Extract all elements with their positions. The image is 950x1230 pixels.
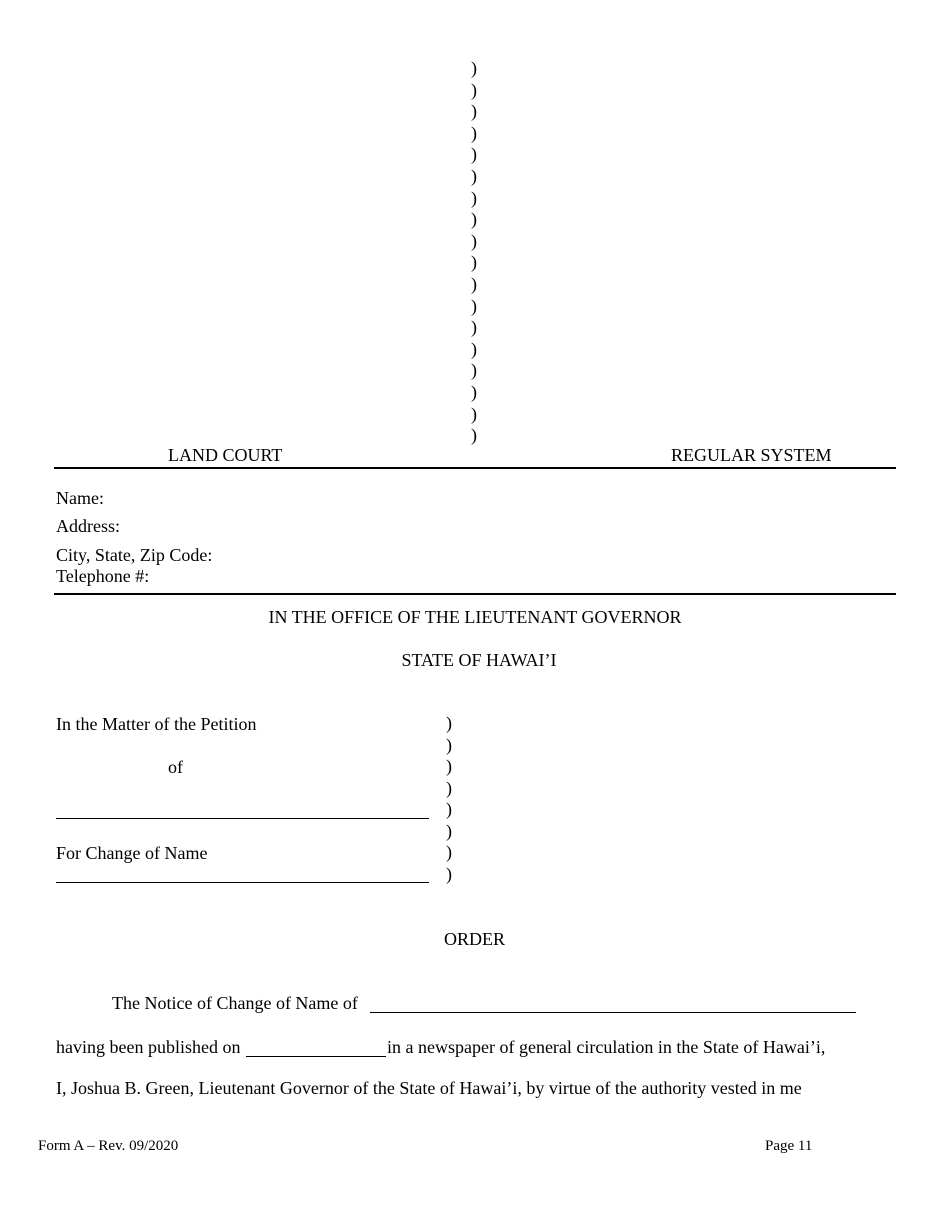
telephone-label: Telephone #: bbox=[56, 566, 150, 586]
paren: ) bbox=[471, 425, 477, 446]
of-label: of bbox=[168, 757, 183, 777]
paren: ) bbox=[446, 777, 452, 798]
form-revision: Form A – Rev. 09/2020 bbox=[38, 1138, 179, 1154]
publication-date-line[interactable] bbox=[246, 1056, 386, 1057]
paren: ) bbox=[446, 734, 452, 755]
paren: ) bbox=[471, 381, 477, 402]
paren: ) bbox=[471, 360, 477, 381]
office-heading: IN THE OFFICE OF THE LIEUTENANT GOVERNOR bbox=[268, 607, 682, 627]
paren: ) bbox=[471, 403, 477, 424]
paren: ) bbox=[471, 230, 477, 251]
paren: ) bbox=[471, 165, 477, 186]
paren: ) bbox=[471, 187, 477, 208]
return-divider bbox=[54, 593, 896, 595]
order-line-3: I, Joshua B. Green, Lieutenant Governor of the State of Hawai’i, by virtue of the authority vested in me bbox=[56, 1078, 802, 1098]
paren: ) bbox=[446, 713, 452, 733]
paren: ) bbox=[471, 338, 477, 359]
paren: ) bbox=[446, 820, 452, 841]
paren: ) bbox=[471, 317, 477, 338]
paren: ) bbox=[446, 799, 452, 819]
name-label: Name: bbox=[56, 488, 104, 508]
order-line-2b: in a newspaper of general circulation in the State of Hawai’i, bbox=[387, 1037, 826, 1057]
order-line-2a: having been published on bbox=[56, 1037, 241, 1057]
order-title: ORDER bbox=[444, 929, 506, 949]
state-heading: STATE OF HAWAI’I bbox=[401, 650, 557, 670]
land-court-label: LAND COURT bbox=[168, 445, 283, 465]
caption-paren-column bbox=[446, 713, 452, 885]
recording-divider bbox=[54, 467, 896, 469]
change-of-name-label: For Change of Name bbox=[56, 843, 208, 863]
recording-paren-column bbox=[471, 58, 477, 447]
paren: ) bbox=[471, 58, 477, 78]
paren: ) bbox=[471, 122, 477, 143]
paren: ) bbox=[446, 863, 452, 884]
paren: ) bbox=[471, 144, 477, 165]
paren: ) bbox=[471, 101, 477, 122]
paren: ) bbox=[471, 252, 477, 273]
petitioner-name-line[interactable] bbox=[56, 818, 429, 819]
paren: ) bbox=[471, 79, 477, 100]
new-name-line[interactable] bbox=[56, 882, 429, 883]
page-number: Page 11 bbox=[765, 1138, 813, 1154]
paren: ) bbox=[471, 295, 477, 316]
regular-system-label: REGULAR SYSTEM bbox=[671, 445, 832, 465]
paren: ) bbox=[446, 756, 452, 776]
paren: ) bbox=[446, 842, 452, 862]
name-blank-line[interactable] bbox=[370, 1012, 856, 1013]
order-line-1: The Notice of Change of Name of bbox=[112, 993, 358, 1013]
paren: ) bbox=[471, 209, 477, 230]
address-label: Address: bbox=[56, 516, 120, 536]
paren: ) bbox=[471, 273, 477, 294]
matter-of-petition: In the Matter of the Petition bbox=[56, 714, 257, 734]
city-state-zip-label: City, State, Zip Code: bbox=[56, 545, 213, 565]
